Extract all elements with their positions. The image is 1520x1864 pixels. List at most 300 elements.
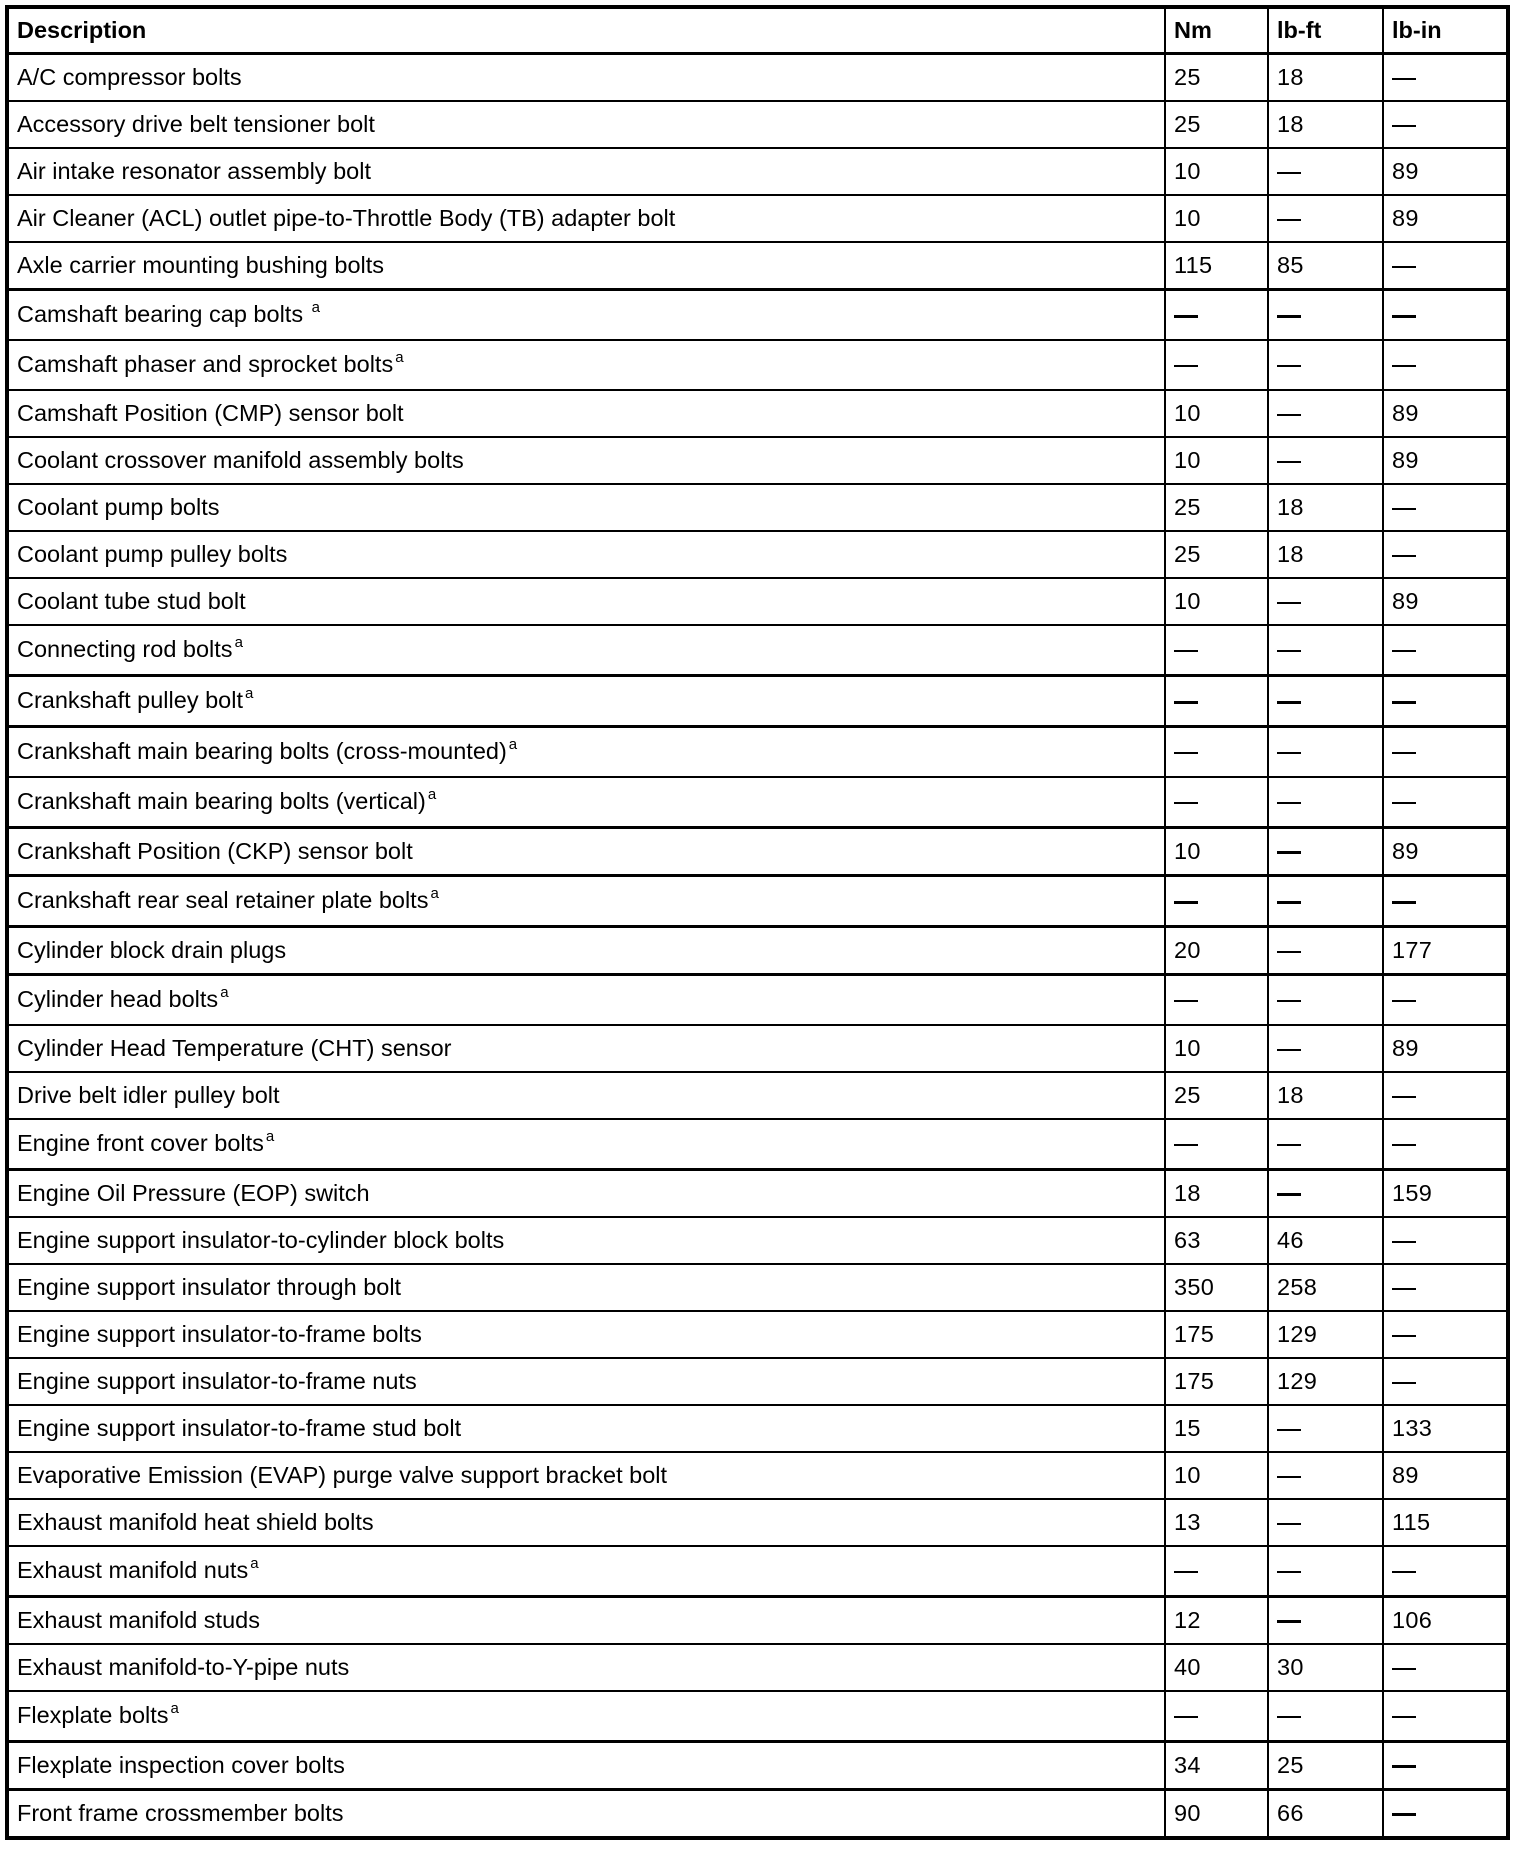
cell-nm <box>1165 390 1268 437</box>
not-applicable-dash <box>1392 125 1416 127</box>
not-applicable-dash <box>1392 1096 1416 1098</box>
cell-lb-in <box>1383 1358 1508 1405</box>
not-applicable-dash <box>1174 365 1198 367</box>
description-text: Coolant crossover manifold assembly bolts <box>17 446 464 473</box>
torque-value: 25 <box>1174 63 1201 90</box>
footnote-marker: a <box>508 736 518 754</box>
not-applicable-dash <box>1392 78 1416 80</box>
torque-value: 10 <box>1174 399 1201 426</box>
not-applicable-dash <box>1277 219 1301 221</box>
table-row <box>7 828 1508 876</box>
cell-description <box>7 290 1165 341</box>
torque-value: 10 <box>1174 446 1201 473</box>
cell-description <box>7 437 1165 484</box>
torque-value: 159 <box>1392 1179 1433 1206</box>
cell-lb-ft <box>1268 1170 1383 1218</box>
not-applicable-dash <box>1392 365 1416 367</box>
footnote-marker: a <box>250 1555 259 1573</box>
cell-description <box>7 1072 1165 1119</box>
column-header-description: Description <box>7 7 1165 54</box>
not-applicable-dash <box>1277 1476 1301 1478</box>
cell-lb-ft <box>1268 1358 1383 1405</box>
torque-value: 20 <box>1174 936 1201 963</box>
cell-lb-ft <box>1268 1499 1383 1546</box>
cell-description <box>7 1170 1165 1218</box>
cell-lb-ft <box>1268 1597 1383 1645</box>
not-applicable-dash <box>1392 650 1416 652</box>
cell-lb-ft <box>1268 101 1383 148</box>
torque-value: 46 <box>1277 1226 1304 1253</box>
table-row <box>7 1405 1508 1452</box>
torque-value: 106 <box>1392 1606 1433 1633</box>
not-applicable-dash <box>1392 555 1416 557</box>
cell-lb-in <box>1383 340 1508 390</box>
not-applicable-dash <box>1174 1571 1198 1573</box>
not-applicable-dash <box>1277 1193 1301 1196</box>
not-applicable-dash <box>1392 1813 1416 1816</box>
cell-lb-ft <box>1268 927 1383 975</box>
not-applicable-dash <box>1392 1668 1416 1670</box>
description-text: Coolant pump bolts <box>17 493 220 520</box>
not-applicable-dash <box>1174 752 1198 754</box>
cell-lb-in <box>1383 1311 1508 1358</box>
cell-lb-in <box>1383 1691 1508 1742</box>
cell-description <box>7 1217 1165 1264</box>
torque-value: 18 <box>1277 493 1304 520</box>
table-row <box>7 1499 1508 1546</box>
torque-value: 175 <box>1174 1367 1215 1394</box>
cell-description <box>7 1691 1165 1742</box>
description-text: Exhaust manifold studs <box>17 1606 260 1633</box>
not-applicable-dash <box>1174 1716 1198 1718</box>
table-row <box>7 1025 1508 1072</box>
torque-value: 90 <box>1174 1799 1201 1826</box>
torque-value: 25 <box>1174 1081 1201 1108</box>
not-applicable-dash <box>1174 701 1198 704</box>
not-applicable-dash <box>1277 1049 1301 1051</box>
cell-lb-ft <box>1268 727 1383 778</box>
torque-value: 89 <box>1392 204 1419 231</box>
cell-description <box>7 927 1165 975</box>
torque-value: 177 <box>1392 936 1433 963</box>
cell-nm <box>1165 531 1268 578</box>
cell-lb-in <box>1383 1264 1508 1311</box>
cell-description <box>7 1358 1165 1405</box>
torque-value: 10 <box>1174 587 1201 614</box>
torque-value: 13 <box>1174 1508 1201 1535</box>
cell-lb-in <box>1383 975 1508 1026</box>
torque-value: 350 <box>1174 1273 1215 1300</box>
cell-lb-ft <box>1268 148 1383 195</box>
cell-lb-ft <box>1268 290 1383 341</box>
cell-lb-in <box>1383 927 1508 975</box>
torque-value: 133 <box>1392 1414 1433 1441</box>
cell-description <box>7 1790 1165 1839</box>
cell-description <box>7 578 1165 625</box>
torque-value: 18 <box>1277 1081 1304 1108</box>
table-row <box>7 1358 1508 1405</box>
table-row <box>7 242 1508 290</box>
torque-value: 89 <box>1392 157 1419 184</box>
cell-lb-in <box>1383 777 1508 828</box>
cell-nm <box>1165 290 1268 341</box>
cell-lb-ft <box>1268 195 1383 242</box>
cell-nm <box>1165 101 1268 148</box>
cell-nm <box>1165 876 1268 927</box>
torque-value: 10 <box>1174 1034 1201 1061</box>
table-row <box>7 484 1508 531</box>
not-applicable-dash <box>1277 802 1301 804</box>
cell-lb-ft <box>1268 1264 1383 1311</box>
not-applicable-dash <box>1392 752 1416 754</box>
table-row <box>7 1790 1508 1839</box>
column-header-nm: Nm <box>1165 7 1268 54</box>
cell-description <box>7 54 1165 102</box>
torque-value: 129 <box>1277 1320 1318 1347</box>
cell-lb-in <box>1383 1597 1508 1645</box>
cell-lb-ft <box>1268 1311 1383 1358</box>
cell-description <box>7 1546 1165 1597</box>
table-row <box>7 1452 1508 1499</box>
cell-description <box>7 390 1165 437</box>
torque-value: 89 <box>1392 1034 1419 1061</box>
torque-value: 30 <box>1277 1653 1304 1680</box>
footnote-marker: a <box>244 685 254 703</box>
cell-description <box>7 484 1165 531</box>
table-row <box>7 290 1508 341</box>
not-applicable-dash <box>1174 1000 1198 1002</box>
cell-nm <box>1165 54 1268 102</box>
table-row <box>7 578 1508 625</box>
cell-nm <box>1165 148 1268 195</box>
not-applicable-dash <box>1277 1429 1301 1431</box>
description-text: Engine front cover bolts <box>17 1130 264 1157</box>
torque-value: 25 <box>1174 493 1201 520</box>
cell-description <box>7 242 1165 290</box>
footnote-marker: a <box>395 349 404 367</box>
cell-lb-ft <box>1268 1405 1383 1452</box>
not-applicable-dash <box>1392 701 1416 704</box>
cell-lb-in <box>1383 390 1508 437</box>
torque-value: 25 <box>1277 1751 1304 1778</box>
description-text: Coolant tube stud bolt <box>17 587 246 614</box>
table-row <box>7 1072 1508 1119</box>
torque-specifications-table <box>5 5 1510 1840</box>
cell-description <box>7 1405 1165 1452</box>
cell-nm <box>1165 777 1268 828</box>
torque-value: 25 <box>1174 540 1201 567</box>
description-text: Engine support insulator-to-frame bolts <box>17 1320 422 1347</box>
description-text: Exhaust manifold nuts <box>17 1557 249 1584</box>
not-applicable-dash <box>1392 1144 1416 1146</box>
torque-value: 63 <box>1174 1226 1201 1253</box>
cell-nm <box>1165 1742 1268 1790</box>
not-applicable-dash <box>1174 802 1198 804</box>
cell-lb-in <box>1383 1025 1508 1072</box>
torque-value: 89 <box>1392 587 1419 614</box>
description-text: Flexplate bolts <box>17 1702 169 1729</box>
description-text: Air intake resonator assembly bolt <box>17 157 371 184</box>
cell-nm <box>1165 927 1268 975</box>
not-applicable-dash <box>1277 1571 1301 1573</box>
not-applicable-dash <box>1392 802 1416 804</box>
cell-lb-in <box>1383 1546 1508 1597</box>
cell-lb-in <box>1383 148 1508 195</box>
cell-description <box>7 777 1165 828</box>
description-text: Coolant pump pulley bolts <box>17 540 288 567</box>
cell-lb-in <box>1383 1452 1508 1499</box>
table-row <box>7 1742 1508 1790</box>
cell-nm <box>1165 1790 1268 1839</box>
torque-value: 34 <box>1174 1751 1201 1778</box>
not-applicable-dash <box>1174 1144 1198 1146</box>
torque-value: 89 <box>1392 1461 1419 1488</box>
table-body <box>7 54 1508 1839</box>
cell-nm <box>1165 625 1268 676</box>
cell-lb-in <box>1383 484 1508 531</box>
cell-lb-in <box>1383 1790 1508 1839</box>
not-applicable-dash <box>1174 315 1198 318</box>
footnote-marker: a <box>265 1128 275 1146</box>
description-text: Crankshaft pulley bolt <box>17 687 243 714</box>
cell-lb-ft <box>1268 1072 1383 1119</box>
not-applicable-dash <box>1392 1382 1416 1384</box>
description-text: Cylinder block drain plugs <box>17 936 287 963</box>
description-text: Accessory drive belt tensioner bolt <box>17 110 375 137</box>
cell-nm <box>1165 1025 1268 1072</box>
not-applicable-dash <box>1392 1241 1416 1243</box>
cell-lb-in <box>1383 625 1508 676</box>
cell-nm <box>1165 195 1268 242</box>
table-row <box>7 1691 1508 1742</box>
cell-lb-in <box>1383 101 1508 148</box>
torque-value: 18 <box>1277 540 1304 567</box>
description-text: Crankshaft main bearing bolts (vertical) <box>17 788 426 815</box>
torque-value: 10 <box>1174 157 1201 184</box>
cell-lb-ft <box>1268 1119 1383 1170</box>
cell-lb-ft <box>1268 1025 1383 1072</box>
cell-nm <box>1165 1119 1268 1170</box>
not-applicable-dash <box>1277 951 1301 953</box>
not-applicable-dash <box>1277 172 1301 174</box>
not-applicable-dash <box>1277 1620 1301 1623</box>
cell-nm <box>1165 484 1268 531</box>
cell-description <box>7 676 1165 727</box>
cell-lb-in <box>1383 1405 1508 1452</box>
not-applicable-dash <box>1174 901 1198 904</box>
cell-lb-ft <box>1268 625 1383 676</box>
cell-description <box>7 727 1165 778</box>
cell-nm <box>1165 1264 1268 1311</box>
cell-description <box>7 828 1165 876</box>
table-row <box>7 676 1508 727</box>
cell-lb-in <box>1383 1217 1508 1264</box>
torque-value: 40 <box>1174 1653 1201 1680</box>
cell-lb-in <box>1383 578 1508 625</box>
cell-nm <box>1165 727 1268 778</box>
cell-nm <box>1165 1170 1268 1218</box>
footnote-marker: a <box>234 634 243 652</box>
cell-lb-in <box>1383 195 1508 242</box>
cell-lb-ft <box>1268 777 1383 828</box>
description-text: Engine Oil Pressure (EOP) switch <box>17 1179 370 1206</box>
cell-description <box>7 1025 1165 1072</box>
description-text: Camshaft phaser and sprocket bolts <box>17 351 394 378</box>
description-text: Flexplate inspection cover bolts <box>17 1751 345 1778</box>
table-row <box>7 727 1508 778</box>
table-row <box>7 531 1508 578</box>
cell-nm <box>1165 1546 1268 1597</box>
cell-lb-in <box>1383 531 1508 578</box>
not-applicable-dash <box>1392 901 1416 904</box>
description-text: Engine support insulator-to-frame nuts <box>17 1367 417 1394</box>
cell-lb-in <box>1383 727 1508 778</box>
not-applicable-dash <box>1392 508 1416 510</box>
description-text: Air Cleaner (ACL) outlet pipe-to-Throttle Body (TB) adapter bolt <box>17 204 676 231</box>
description-text: Engine support insulator-to-cylinder block bolts <box>17 1226 505 1253</box>
cell-lb-ft <box>1268 242 1383 290</box>
not-applicable-dash <box>1392 315 1416 318</box>
table-row <box>7 195 1508 242</box>
description-text: Front frame crossmember bolts <box>17 1799 344 1826</box>
cell-nm <box>1165 1691 1268 1742</box>
cell-lb-ft <box>1268 437 1383 484</box>
cell-nm <box>1165 340 1268 390</box>
table-row <box>7 1264 1508 1311</box>
description-text: Cylinder head bolts <box>17 986 219 1013</box>
description-text: Crankshaft main bearing bolts (cross-mounted) <box>17 738 507 765</box>
not-applicable-dash <box>1392 1288 1416 1290</box>
cell-lb-ft <box>1268 484 1383 531</box>
table-row <box>7 148 1508 195</box>
torque-value: 10 <box>1174 204 1201 231</box>
torque-value: 89 <box>1392 837 1419 864</box>
not-applicable-dash <box>1392 1765 1416 1768</box>
cell-lb-in <box>1383 676 1508 727</box>
torque-value: 12 <box>1174 1606 1201 1633</box>
cell-lb-in <box>1383 54 1508 102</box>
not-applicable-dash <box>1392 1335 1416 1337</box>
not-applicable-dash <box>1277 365 1301 367</box>
cell-lb-ft <box>1268 578 1383 625</box>
not-applicable-dash <box>1277 1716 1301 1718</box>
description-text: Camshaft bearing cap bolts <box>17 301 310 328</box>
cell-description <box>7 1644 1165 1691</box>
not-applicable-dash <box>1277 752 1301 754</box>
torque-value: 89 <box>1392 399 1419 426</box>
torque-value: 175 <box>1174 1320 1215 1347</box>
description-text: Drive belt idler pulley bolt <box>17 1081 280 1108</box>
cell-lb-ft <box>1268 1644 1383 1691</box>
description-text: Exhaust manifold-to-Y-pipe nuts <box>17 1653 350 1680</box>
footnote-marker: a <box>220 984 229 1002</box>
cell-description <box>7 1264 1165 1311</box>
not-applicable-dash <box>1392 1000 1416 1002</box>
cell-lb-ft <box>1268 340 1383 390</box>
description-text: Connecting rod bolts <box>17 636 233 663</box>
cell-description <box>7 531 1165 578</box>
cell-description <box>7 1119 1165 1170</box>
footnote-marker: a <box>427 786 437 804</box>
description-text: Evaporative Emission (EVAP) purge valve support bracket bolt <box>17 1461 668 1488</box>
not-applicable-dash <box>1392 1571 1416 1573</box>
description-text: Axle carrier mounting bushing bolts <box>17 251 385 278</box>
footnote-marker: a <box>430 885 439 903</box>
torque-value: 115 <box>1174 251 1213 278</box>
cell-description <box>7 340 1165 390</box>
table-header-row <box>7 7 1508 54</box>
not-applicable-dash <box>1392 266 1416 268</box>
cell-lb-in <box>1383 290 1508 341</box>
description-text: Crankshaft Position (CKP) sensor bolt <box>17 837 413 864</box>
cell-lb-ft <box>1268 1217 1383 1264</box>
column-header-lb-in: lb-in <box>1383 7 1508 54</box>
cell-description <box>7 148 1165 195</box>
torque-value: 66 <box>1277 1799 1304 1826</box>
cell-nm <box>1165 1217 1268 1264</box>
cell-description <box>7 1452 1165 1499</box>
cell-nm <box>1165 578 1268 625</box>
torque-value: 129 <box>1277 1367 1318 1394</box>
cell-lb-ft <box>1268 1546 1383 1597</box>
not-applicable-dash <box>1277 414 1301 416</box>
table-row <box>7 1644 1508 1691</box>
cell-lb-ft <box>1268 1452 1383 1499</box>
cell-nm <box>1165 1311 1268 1358</box>
torque-value: 10 <box>1174 837 1201 864</box>
table-row <box>7 437 1508 484</box>
torque-value: 15 <box>1174 1414 1201 1441</box>
not-applicable-dash <box>1277 602 1301 604</box>
not-applicable-dash <box>1174 650 1198 652</box>
description-text: Exhaust manifold heat shield bolts <box>17 1508 374 1535</box>
torque-value: 25 <box>1174 110 1201 137</box>
cell-nm <box>1165 1644 1268 1691</box>
cell-nm <box>1165 1452 1268 1499</box>
cell-nm <box>1165 1597 1268 1645</box>
not-applicable-dash <box>1277 901 1301 904</box>
torque-value: 18 <box>1277 110 1304 137</box>
cell-lb-in <box>1383 242 1508 290</box>
cell-description <box>7 975 1165 1026</box>
not-applicable-dash <box>1392 1716 1416 1718</box>
table-row <box>7 101 1508 148</box>
cell-description <box>7 876 1165 927</box>
cell-nm <box>1165 1405 1268 1452</box>
table-row <box>7 927 1508 975</box>
cell-lb-ft <box>1268 828 1383 876</box>
table-row <box>7 777 1508 828</box>
table-row <box>7 390 1508 437</box>
torque-value: 18 <box>1277 63 1304 90</box>
cell-lb-ft <box>1268 876 1383 927</box>
not-applicable-dash <box>1277 701 1301 704</box>
description-text: Cylinder Head Temperature (CHT) sensor <box>17 1034 452 1061</box>
torque-value: 258 <box>1277 1273 1318 1300</box>
table-row <box>7 54 1508 102</box>
table-row <box>7 625 1508 676</box>
cell-lb-in <box>1383 1119 1508 1170</box>
not-applicable-dash <box>1277 461 1301 463</box>
torque-value: 85 <box>1277 251 1304 278</box>
cell-lb-ft <box>1268 676 1383 727</box>
cell-nm <box>1165 1358 1268 1405</box>
cell-lb-in <box>1383 1499 1508 1546</box>
table-row <box>7 1311 1508 1358</box>
cell-lb-ft <box>1268 1742 1383 1790</box>
cell-nm <box>1165 437 1268 484</box>
cell-nm <box>1165 975 1268 1026</box>
